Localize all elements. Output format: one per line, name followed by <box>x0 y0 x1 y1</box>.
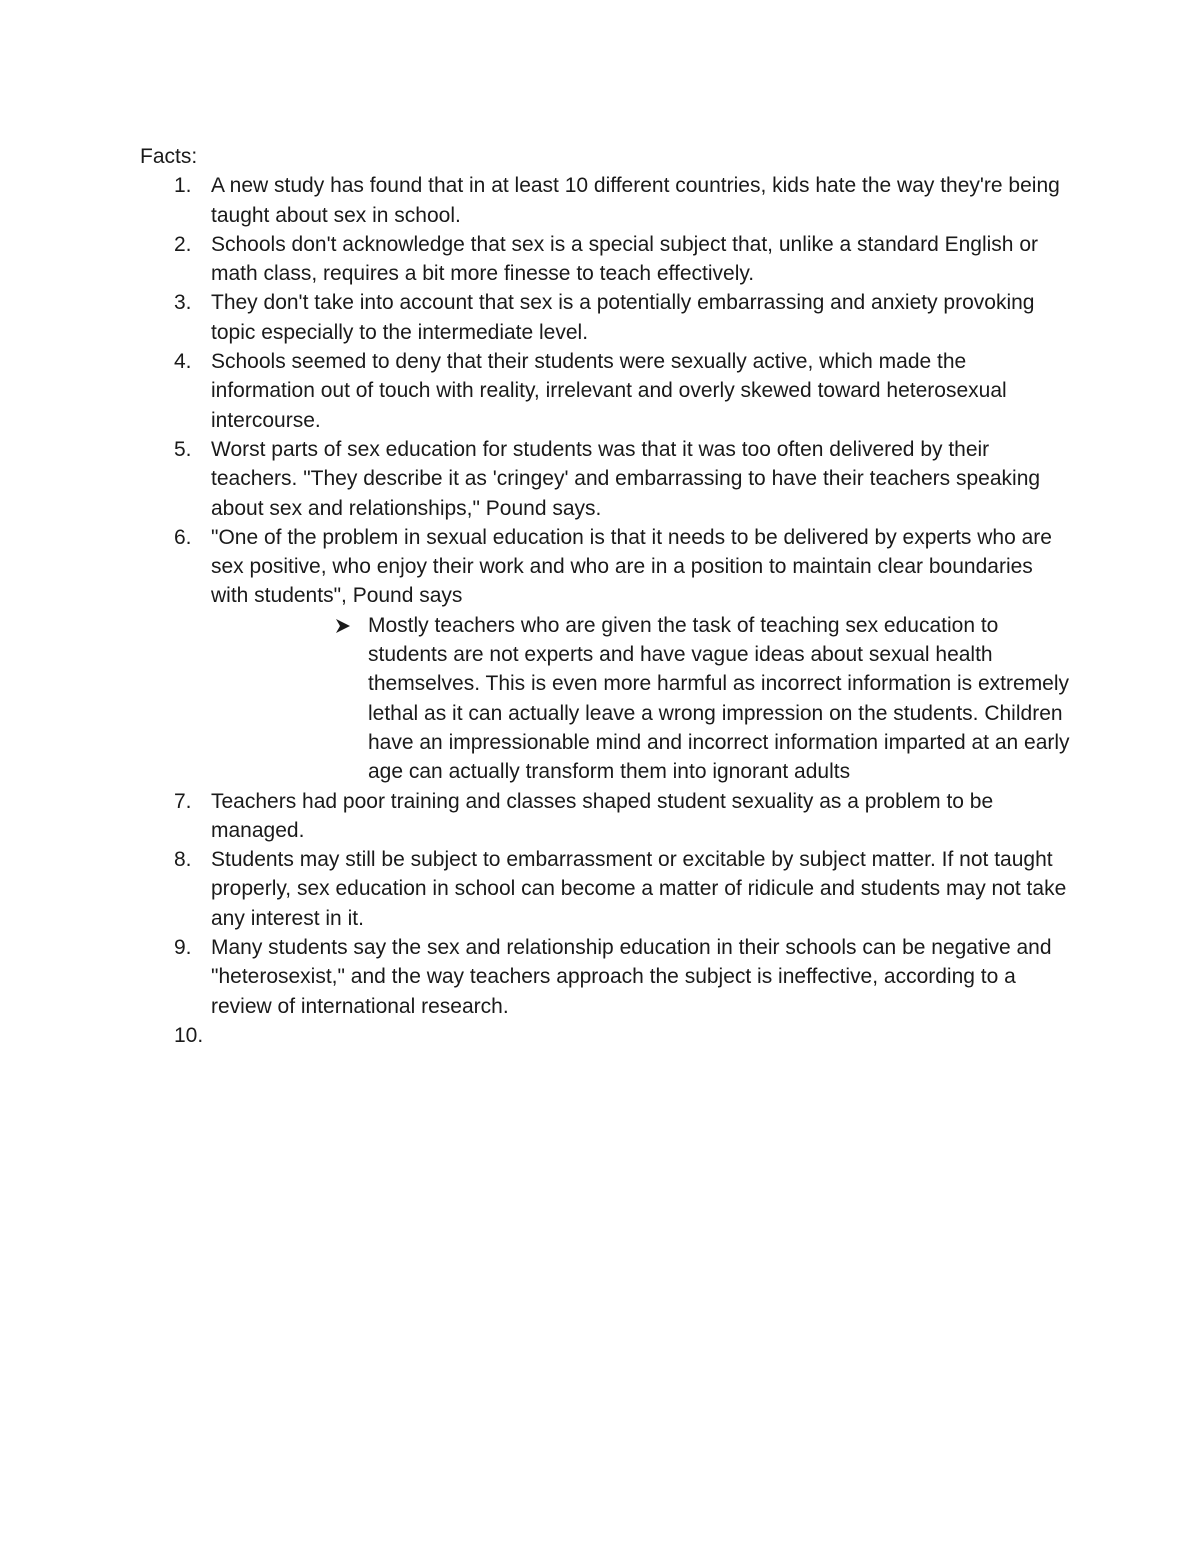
sub-bullet-list <box>140 611 1070 787</box>
list-item-number: 6. <box>174 525 192 549</box>
list-item-number: 10. <box>174 1023 204 1047</box>
list-item <box>140 523 1070 611</box>
facts-list <box>140 171 1070 610</box>
list-item-number: 1. <box>174 174 192 198</box>
list-item <box>140 288 1070 347</box>
list-item <box>140 230 1070 289</box>
list-item <box>140 347 1070 435</box>
list-item-number: 5. <box>174 437 192 461</box>
facts-heading: Facts: <box>140 145 198 168</box>
list-item-number: 7. <box>174 789 192 813</box>
facts-list-continued <box>140 787 1070 1051</box>
list-item <box>140 435 1070 523</box>
list-item-text: Many students say the sex and relationship education in their schools can be negative and "heterosexist," and the way teachers approach the subject is ineffective, according to a review of international research. <box>211 936 1052 1018</box>
sub-bullet-item <box>211 611 1070 787</box>
list-item-text: Schools don't acknowledge that sex is a special subject that, unlike a standard English or math class, requires a bit more finesse to teach effectively. <box>211 232 1038 286</box>
list-item <box>140 787 1070 846</box>
list-item <box>140 1021 1070 1050</box>
arrowhead-bullet-icon <box>335 618 351 634</box>
list-item-text: Students may still be subject to embarrassment or excitable by subject matter. If not taught properly, sex education in school can become a matter of ridicule and students may not take any interest in it. <box>211 848 1067 930</box>
list-item-text: Teachers had poor training and classes shaped student sexuality as a problem to be managed. <box>211 789 994 842</box>
list-item-text: A new study has found that in at least 10 different countries, kids hate the way they're being taught about sex in school. <box>211 174 1060 227</box>
list-item-text <box>211 1024 217 1047</box>
list-item-number: 8. <box>174 848 192 872</box>
list-item <box>140 171 1070 230</box>
document-body <box>140 142 1070 1050</box>
sub-bullet-text: Mostly teachers who are given the task of teaching sex education to students are not experts and have vague ideas about sexual health themselves. This is even more harmful as incorrect information is extremely lethal as it can actually leave a wrong impression on the students. Children have an impressionable mind and incorrect information imparted at an early age can actually transform them into ignorant adults <box>368 613 1070 784</box>
list-item-text: "One of the problem in sexual education is that it needs to be delivered by experts who are sex positive, who enjoy their work and who are in a position to maintain clear boundaries with students", Pound says <box>211 525 1052 608</box>
list-item-text: Worst parts of sex education for students was that it was too often delivered by their teachers. "They describe it as 'cringey' and embarrassing to have their teachers speaking about sex and relationships," Pound says. <box>211 437 1041 520</box>
list-item-number: 4. <box>174 350 192 374</box>
list-item-text: They don't take into account that sex is a potentially embarrassing and anxiety provoking topic especially to the intermediate level. <box>211 291 1035 344</box>
list-item <box>140 845 1070 933</box>
list-item-number: 2. <box>174 232 192 256</box>
list-item-number: 9. <box>174 936 192 960</box>
list-item-number: 3. <box>174 291 192 315</box>
list-item-text: Schools seemed to deny that their students were sexually active, which made the information out of touch with reality, irrelevant and overly skewed toward heterosexual intercourse. <box>211 350 1007 432</box>
list-item <box>140 933 1070 1021</box>
